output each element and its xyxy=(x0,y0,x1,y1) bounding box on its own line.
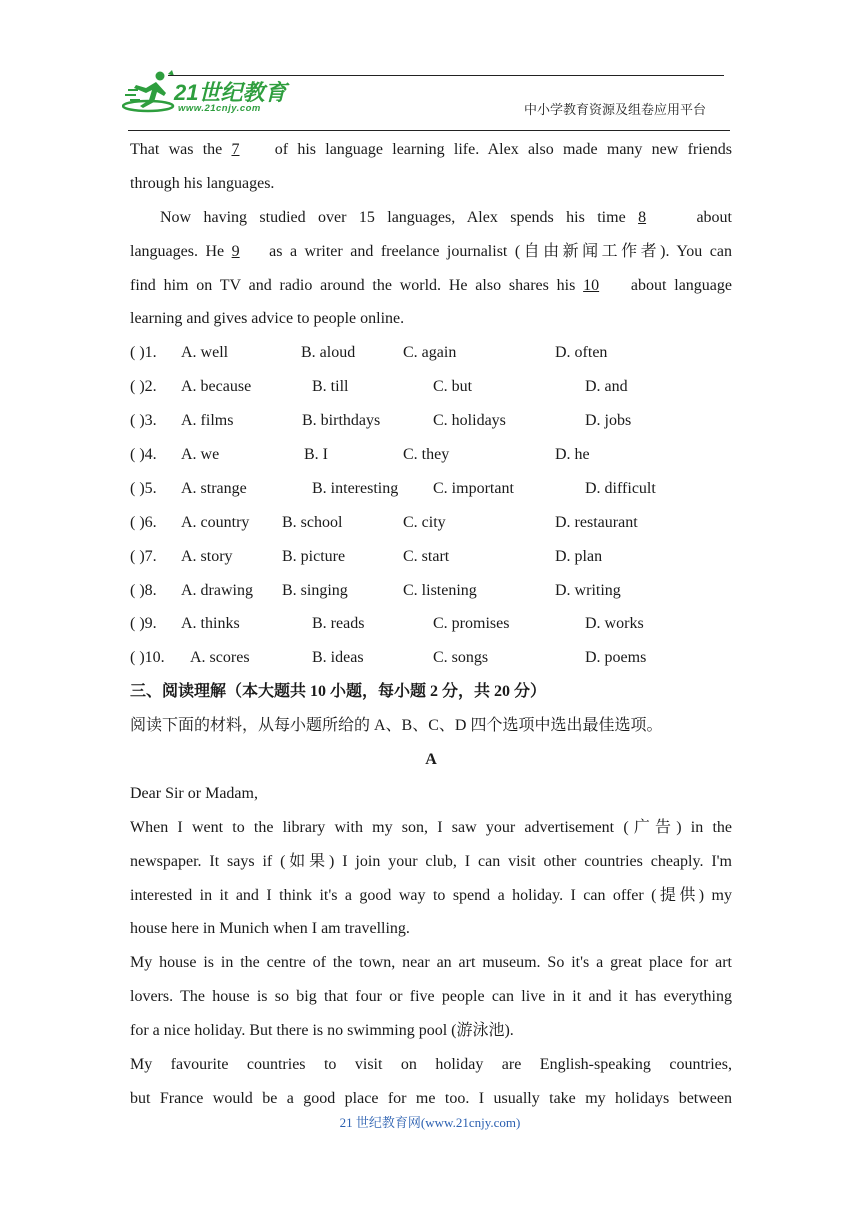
question-5: ( )5. A. strange B. interesting C. important D. difficult xyxy=(130,479,656,497)
passage-label: A xyxy=(425,751,437,769)
passage-line: languages. He 9 as a writer and freelance journalist (自由新闻工作者). You can xyxy=(130,235,732,269)
passage-line: That was the 7 of his language learning life. Alex also made many new friends xyxy=(130,133,732,167)
letter-line: for a nice holiday. But there is no swimming pool (游泳池). xyxy=(130,1022,514,1040)
letter-line: newspaper. It says if (如果) I join your club, I can visit other countries cheaply. I'm xyxy=(130,852,732,870)
question-3: ( )3. A. films B. birthdays C. holidays D. jobs xyxy=(130,412,632,430)
runner-logo-icon xyxy=(122,70,178,114)
passage-line: find him on TV and radio around the world. He also shares his 10 about language xyxy=(130,269,732,303)
blank-10: 10 xyxy=(583,276,600,294)
document-body xyxy=(130,133,732,1116)
letter-line: lovers. The house is so big that four or five people can live in it and it has everything xyxy=(130,988,732,1006)
section-title: 三、阅读理解（本大题共 10 小题，每小题 2 分，共 20 分） xyxy=(130,683,547,701)
section-instruction: 阅读下面的材料，从每小题所给的 A、B、C、D 四个选项中选出最佳选项。 xyxy=(130,717,663,735)
letter-line: house here in Munich when I am travelling. xyxy=(130,920,410,938)
question-10: ( )10. A. scores B. ideas C. songs D. poems xyxy=(130,649,647,667)
question-9: ( )9. A. thinks B. reads C. promises D. works xyxy=(130,615,644,633)
letter-greeting: Dear Sir or Madam, xyxy=(130,784,258,802)
letter-line: When I went to the library with my son, I saw your advertisement (广告) in the xyxy=(130,818,732,836)
header-rule-top xyxy=(168,75,724,76)
logo-text: 21世纪教育 xyxy=(174,80,287,105)
question-8: ( )8. A. drawing B. singing C. listening D. writing xyxy=(130,581,621,599)
logo-url: www.21cnjy.com xyxy=(178,103,261,114)
page-header xyxy=(0,0,860,140)
passage-line: through his languages. xyxy=(130,174,275,192)
question-6: ( )6. A. country B. school C. city D. restaurant xyxy=(130,513,638,531)
header-rule-bottom xyxy=(128,130,730,131)
letter-line: My favourite countries to visit on holiday are English-speaking countries, xyxy=(130,1056,732,1074)
question-4: ( )4. A. we B. I C. they D. he xyxy=(130,446,590,464)
letter-line: My house is in the centre of the town, near an art museum. So it's a great place for art xyxy=(130,954,732,972)
blank-7: 7 xyxy=(231,141,240,158)
blank-9: 9 xyxy=(231,242,240,260)
question-7: ( )7. A. story B. picture C. start D. plan xyxy=(130,547,603,565)
blank-8: 8 xyxy=(638,208,647,226)
page-footer: 21 世纪教育网(www.21cnjy.com) xyxy=(339,1115,521,1130)
passage-line: Now having studied over 15 languages, Alex spends his time 8 about xyxy=(130,201,732,235)
passage-line: learning and gives advice to people online. xyxy=(130,310,405,328)
platform-label: 中小学教育资源及组卷应用平台 xyxy=(524,102,707,117)
letter-line: interested in it and I think it's a good way to spend a holiday. I can offer (提供) my xyxy=(130,886,732,904)
question-1: ( )1. A. well B. aloud C. again D. often xyxy=(130,344,608,362)
question-2: ( )2. A. because B. till C. but D. and xyxy=(130,378,628,396)
letter-line: but France would be a good place for me too. I usually take my holidays between xyxy=(130,1089,732,1107)
